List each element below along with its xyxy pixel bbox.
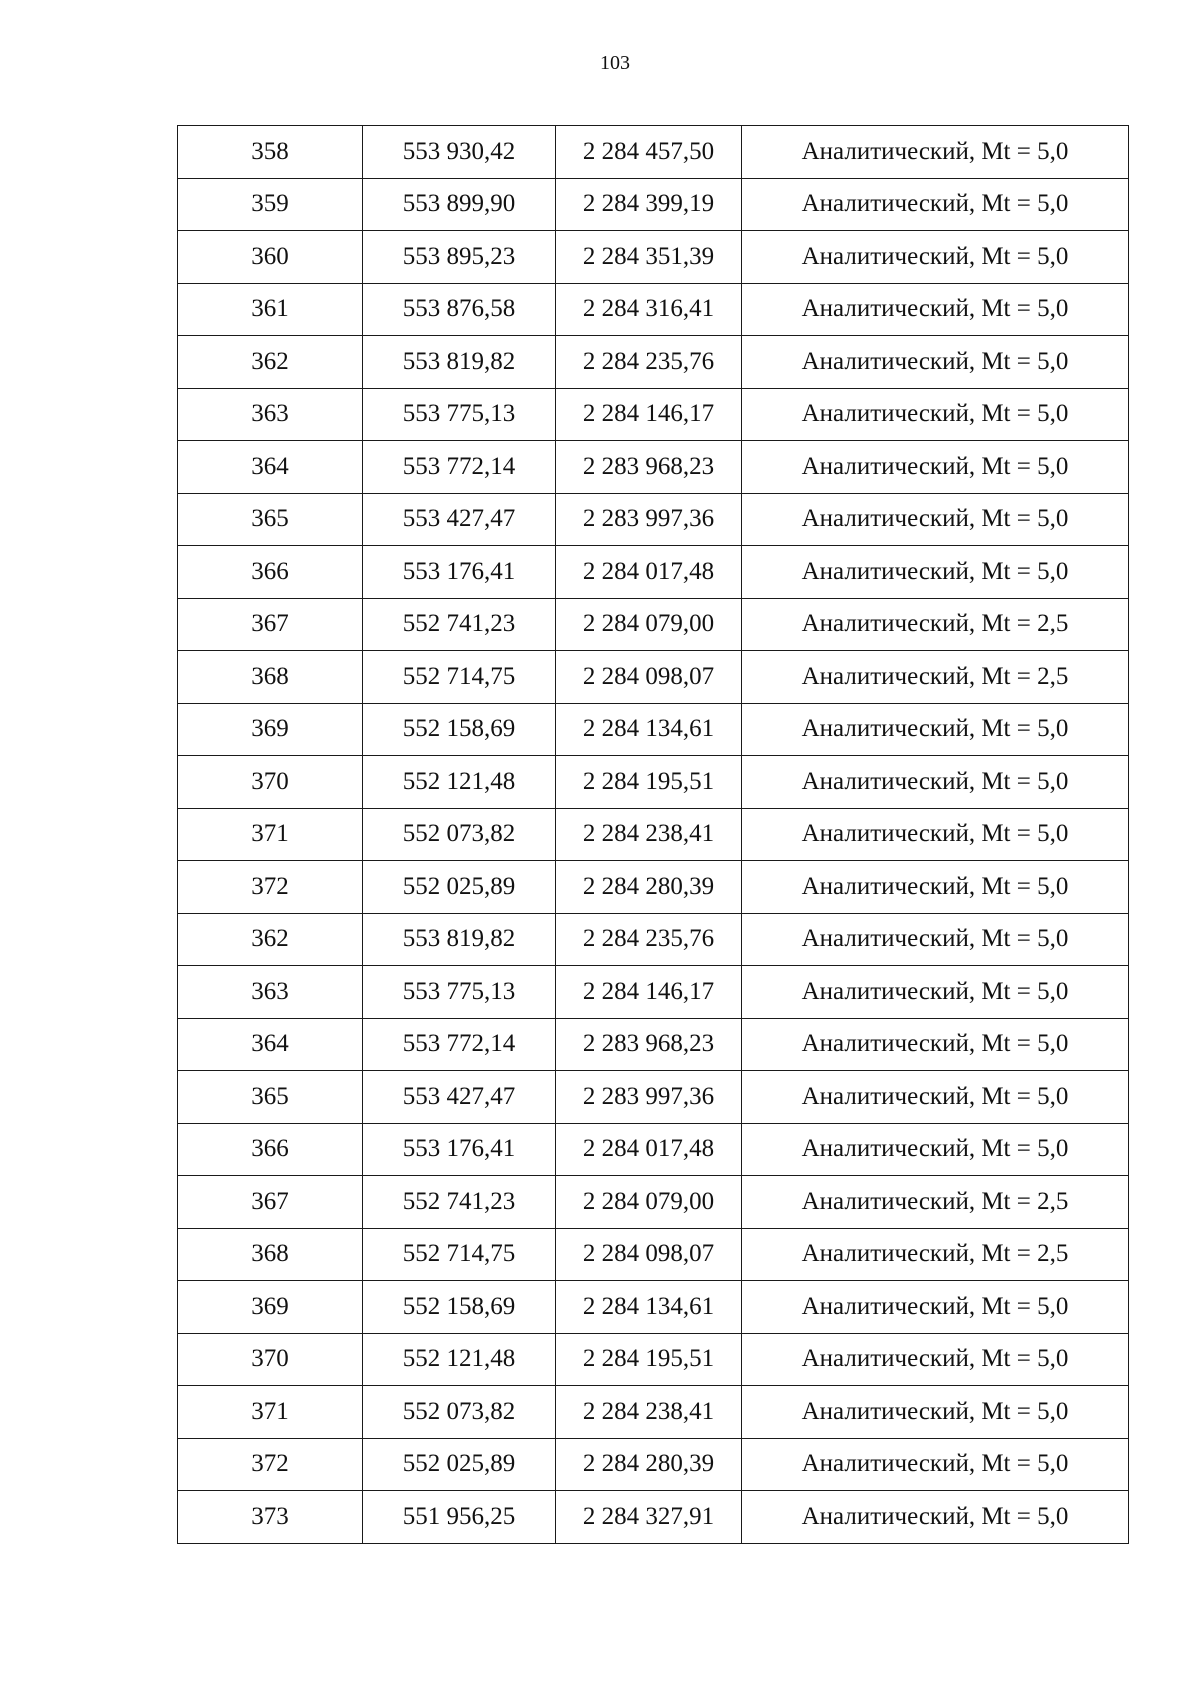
x-coordinate-cell: 553 775,13 — [363, 388, 556, 441]
point-number-cell: 362 — [178, 336, 363, 389]
point-number-cell: 373 — [178, 1491, 363, 1544]
y-coordinate-cell: 2 284 235,76 — [556, 913, 742, 966]
method-cell: Аналитический, Mt = 5,0 — [742, 966, 1129, 1019]
point-number-cell: 371 — [178, 808, 363, 861]
x-coordinate-cell: 552 714,75 — [363, 651, 556, 704]
x-coordinate-cell: 553 819,82 — [363, 913, 556, 966]
table-row — [178, 1281, 1129, 1334]
method-cell: Аналитический, Mt = 5,0 — [742, 1386, 1129, 1439]
x-coordinate-cell: 551 956,25 — [363, 1491, 556, 1544]
y-coordinate-cell: 2 284 351,39 — [556, 231, 742, 284]
y-coordinate-cell: 2 284 098,07 — [556, 1228, 742, 1281]
x-coordinate-cell: 552 025,89 — [363, 861, 556, 914]
point-number-cell: 369 — [178, 1281, 363, 1334]
x-coordinate-cell: 553 772,14 — [363, 1018, 556, 1071]
x-coordinate-cell: 553 176,41 — [363, 1123, 556, 1176]
method-cell: Аналитический, Mt = 2,5 — [742, 598, 1129, 651]
table-row — [178, 1438, 1129, 1491]
point-number-cell: 371 — [178, 1386, 363, 1439]
x-coordinate-cell: 553 772,14 — [363, 441, 556, 494]
x-coordinate-cell: 552 073,82 — [363, 1386, 556, 1439]
table-row — [178, 546, 1129, 599]
method-cell: Аналитический, Mt = 5,0 — [742, 913, 1129, 966]
y-coordinate-cell: 2 283 968,23 — [556, 441, 742, 494]
x-coordinate-cell: 553 895,23 — [363, 231, 556, 284]
method-cell: Аналитический, Mt = 5,0 — [742, 1438, 1129, 1491]
table-row — [178, 493, 1129, 546]
method-cell: Аналитический, Mt = 5,0 — [742, 336, 1129, 389]
page-number-container — [600, 52, 700, 75]
point-number-cell: 368 — [178, 1228, 363, 1281]
table-row — [178, 336, 1129, 389]
method-cell: Аналитический, Mt = 5,0 — [742, 1281, 1129, 1334]
x-coordinate-cell: 552 025,89 — [363, 1438, 556, 1491]
point-number-cell: 372 — [178, 1438, 363, 1491]
point-number-cell: 367 — [178, 598, 363, 651]
y-coordinate-cell: 2 284 327,91 — [556, 1491, 742, 1544]
y-coordinate-cell: 2 284 017,48 — [556, 1123, 742, 1176]
x-coordinate-cell: 552 158,69 — [363, 1281, 556, 1334]
point-number-cell: 370 — [178, 756, 363, 809]
y-coordinate-cell: 2 284 146,17 — [556, 388, 742, 441]
y-coordinate-cell: 2 284 280,39 — [556, 1438, 742, 1491]
table-row — [178, 1386, 1129, 1439]
x-coordinate-cell: 553 876,58 — [363, 283, 556, 336]
x-coordinate-cell: 553 819,82 — [363, 336, 556, 389]
point-number-cell: 361 — [178, 283, 363, 336]
table-row — [178, 1333, 1129, 1386]
y-coordinate-cell: 2 284 079,00 — [556, 598, 742, 651]
method-cell: Аналитический, Mt = 5,0 — [742, 703, 1129, 756]
y-coordinate-cell: 2 284 146,17 — [556, 966, 742, 1019]
table-row — [178, 388, 1129, 441]
method-cell: Аналитический, Mt = 5,0 — [742, 808, 1129, 861]
method-cell: Аналитический, Mt = 5,0 — [742, 441, 1129, 494]
method-cell: Аналитический, Mt = 5,0 — [742, 1071, 1129, 1124]
method-cell: Аналитический, Mt = 5,0 — [742, 126, 1129, 179]
coordinates-table-body — [178, 126, 1129, 1544]
y-coordinate-cell: 2 284 399,19 — [556, 178, 742, 231]
method-cell: Аналитический, Mt = 5,0 — [742, 493, 1129, 546]
y-coordinate-cell: 2 284 079,00 — [556, 1176, 742, 1229]
point-number-cell: 366 — [178, 1123, 363, 1176]
table-row — [178, 231, 1129, 284]
y-coordinate-cell: 2 283 997,36 — [556, 493, 742, 546]
x-coordinate-cell: 553 427,47 — [363, 1071, 556, 1124]
point-number-cell: 368 — [178, 651, 363, 704]
point-number-cell: 372 — [178, 861, 363, 914]
method-cell: Аналитический, Mt = 5,0 — [742, 756, 1129, 809]
x-coordinate-cell: 552 121,48 — [363, 1333, 556, 1386]
method-cell: Аналитический, Mt = 5,0 — [742, 546, 1129, 599]
method-cell: Аналитический, Mt = 5,0 — [742, 1333, 1129, 1386]
method-cell: Аналитический, Mt = 5,0 — [742, 178, 1129, 231]
point-number-cell: 364 — [178, 441, 363, 494]
point-number-cell: 363 — [178, 966, 363, 1019]
method-cell: Аналитический, Mt = 5,0 — [742, 861, 1129, 914]
point-number-cell: 365 — [178, 1071, 363, 1124]
table-row — [178, 966, 1129, 1019]
table-row — [178, 756, 1129, 809]
x-coordinate-cell: 553 899,90 — [363, 178, 556, 231]
method-cell: Аналитический, Mt = 5,0 — [742, 283, 1129, 336]
method-cell: Аналитический, Mt = 5,0 — [742, 388, 1129, 441]
x-coordinate-cell: 553 930,42 — [363, 126, 556, 179]
point-number-cell: 364 — [178, 1018, 363, 1071]
y-coordinate-cell: 2 284 457,50 — [556, 126, 742, 179]
table-row — [178, 1071, 1129, 1124]
x-coordinate-cell: 553 775,13 — [363, 966, 556, 1019]
table-row — [178, 651, 1129, 704]
y-coordinate-cell: 2 284 235,76 — [556, 336, 742, 389]
table-row — [178, 808, 1129, 861]
method-cell: Аналитический, Mt = 2,5 — [742, 1228, 1129, 1281]
x-coordinate-cell: 552 741,23 — [363, 1176, 556, 1229]
table-row — [178, 1228, 1129, 1281]
point-number-cell: 358 — [178, 126, 363, 179]
y-coordinate-cell: 2 284 280,39 — [556, 861, 742, 914]
point-number-cell: 369 — [178, 703, 363, 756]
method-cell: Аналитический, Mt = 2,5 — [742, 1176, 1129, 1229]
table-row — [178, 283, 1129, 336]
y-coordinate-cell: 2 284 238,41 — [556, 808, 742, 861]
table-row — [178, 1018, 1129, 1071]
table-row — [178, 178, 1129, 231]
point-number-cell: 359 — [178, 178, 363, 231]
y-coordinate-cell: 2 284 134,61 — [556, 703, 742, 756]
page-number: 103 — [600, 52, 630, 74]
y-coordinate-cell: 2 283 997,36 — [556, 1071, 742, 1124]
table-row — [178, 441, 1129, 494]
method-cell: Аналитический, Mt = 5,0 — [742, 1123, 1129, 1176]
point-number-cell: 362 — [178, 913, 363, 966]
x-coordinate-cell: 552 741,23 — [363, 598, 556, 651]
x-coordinate-cell: 552 073,82 — [363, 808, 556, 861]
point-number-cell: 365 — [178, 493, 363, 546]
point-number-cell: 360 — [178, 231, 363, 284]
point-number-cell: 367 — [178, 1176, 363, 1229]
table-row — [178, 1491, 1129, 1544]
x-coordinate-cell: 553 176,41 — [363, 546, 556, 599]
table-row — [178, 1123, 1129, 1176]
x-coordinate-cell: 552 158,69 — [363, 703, 556, 756]
table-row — [178, 861, 1129, 914]
point-number-cell: 370 — [178, 1333, 363, 1386]
coordinates-table — [177, 125, 1129, 1544]
y-coordinate-cell: 2 284 238,41 — [556, 1386, 742, 1439]
method-cell: Аналитический, Mt = 5,0 — [742, 1018, 1129, 1071]
y-coordinate-cell: 2 284 316,41 — [556, 283, 742, 336]
table-row — [178, 913, 1129, 966]
x-coordinate-cell: 552 714,75 — [363, 1228, 556, 1281]
y-coordinate-cell: 2 284 195,51 — [556, 1333, 742, 1386]
table-row — [178, 703, 1129, 756]
y-coordinate-cell: 2 284 098,07 — [556, 651, 742, 704]
y-coordinate-cell: 2 284 017,48 — [556, 546, 742, 599]
method-cell: Аналитический, Mt = 5,0 — [742, 1491, 1129, 1544]
point-number-cell: 366 — [178, 546, 363, 599]
method-cell: Аналитический, Mt = 2,5 — [742, 651, 1129, 704]
y-coordinate-cell: 2 283 968,23 — [556, 1018, 742, 1071]
method-cell: Аналитический, Mt = 5,0 — [742, 231, 1129, 284]
y-coordinate-cell: 2 284 134,61 — [556, 1281, 742, 1334]
table-row — [178, 126, 1129, 179]
table-row — [178, 1176, 1129, 1229]
y-coordinate-cell: 2 284 195,51 — [556, 756, 742, 809]
point-number-cell: 363 — [178, 388, 363, 441]
x-coordinate-cell: 553 427,47 — [363, 493, 556, 546]
x-coordinate-cell: 552 121,48 — [363, 756, 556, 809]
table-row — [178, 598, 1129, 651]
